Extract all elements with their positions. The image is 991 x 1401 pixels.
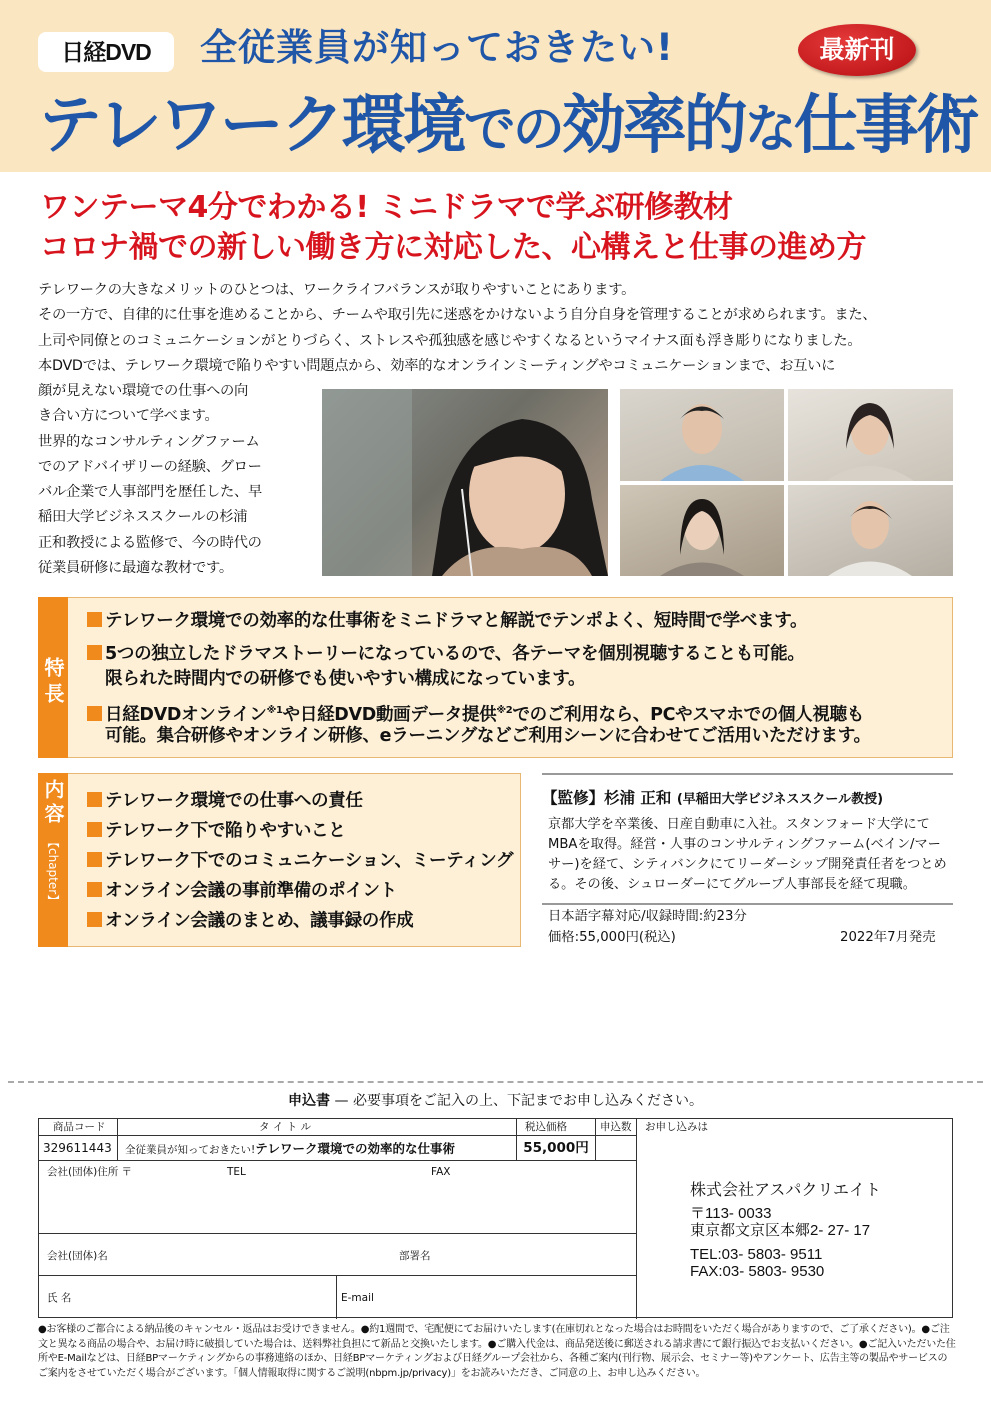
chapter-text: オンライン会議のまとめ、議事録の作成 bbox=[105, 911, 414, 931]
order-form-instruction: — 必要事項をご記入の上、下記までお申し込みください。 bbox=[330, 1093, 703, 1109]
product-title-small: 全従業員が知っておきたい! bbox=[125, 1144, 256, 1156]
product-code: 329611443 bbox=[43, 1141, 112, 1155]
contents-box bbox=[38, 773, 521, 947]
intro-line: でのアドバイザリーの経験、グロー bbox=[38, 458, 262, 475]
address-label: 会社(団体)住所 〒 bbox=[47, 1166, 133, 1178]
photo-woman-with-earphones bbox=[322, 389, 608, 576]
main-title bbox=[38, 86, 977, 170]
new-release-badge: 最新刊 bbox=[798, 24, 916, 76]
features-box bbox=[38, 597, 953, 758]
footnote-mark: ※2 bbox=[496, 705, 513, 716]
video-tile bbox=[788, 389, 953, 481]
vendor-zip: 〒113- 0033 bbox=[690, 1205, 772, 1222]
intro-line: 上司や同僚とのコミュニケーションがとりづらく、ストレスや孤独感を感じやすくなるというマイナス面も浮き彫りになりました。 bbox=[38, 332, 862, 349]
runtime-info: 日本語字幕対応/収録時間:約23分 bbox=[548, 909, 747, 924]
intro-line: 世界的なコンサルティングファーム bbox=[38, 433, 260, 450]
header-subtitle: 全従業員が知っておきたい! bbox=[200, 26, 674, 69]
chapter-item bbox=[87, 908, 413, 934]
price-info: 価格:55,000円(税込) bbox=[548, 930, 676, 945]
intro-line: その一方で、自律的に仕事を進めることから、チームや取引先に迷惑をかけないよう自分自身を管理することが求められます。また、 bbox=[38, 307, 877, 324]
title-part: 効率的 bbox=[561, 89, 745, 163]
divider bbox=[636, 1119, 637, 1319]
chapter-item bbox=[87, 878, 397, 904]
cut-line bbox=[8, 1081, 983, 1083]
quantity-field[interactable] bbox=[596, 1139, 636, 1160]
header-order-to: お申し込みは bbox=[645, 1121, 708, 1133]
orange-square-bullet-icon bbox=[87, 612, 102, 627]
photo-video-call-grid bbox=[620, 389, 953, 576]
orange-square-bullet-icon bbox=[87, 645, 102, 660]
company-label: 会社(団体)名 bbox=[47, 1250, 108, 1262]
orange-square-bullet-icon bbox=[87, 822, 102, 837]
contents-tag-label: 内容 bbox=[41, 779, 65, 827]
feature-text: 可能。集合研修やオンライン研修、eラーニングなどご利用シーンに合わせてご活用いただけます。 bbox=[105, 726, 871, 746]
header-product-code: 商品コード bbox=[53, 1121, 106, 1133]
intro-line: 正和教授による監修で、今の時代の bbox=[38, 534, 262, 551]
intro-line: 従業員研修に最適な教材です。 bbox=[38, 560, 233, 577]
intro-text bbox=[38, 278, 956, 379]
fax-label: FAX bbox=[431, 1166, 451, 1178]
order-form-title bbox=[0, 1090, 991, 1112]
vendor-fax: FAX:03- 5803- 9530 bbox=[690, 1263, 825, 1280]
supervisor-label: 【監修】杉浦 正和 bbox=[542, 789, 672, 807]
department-label: 部署名 bbox=[399, 1250, 431, 1262]
feature-text: や日経DVD動画データ提供 bbox=[282, 705, 497, 725]
supervisor-name bbox=[542, 787, 953, 811]
title-part: 仕事術 bbox=[793, 89, 977, 163]
vendor-address: 東京都文京区本郷2- 27- 17 bbox=[690, 1222, 871, 1239]
intro-text-continued bbox=[38, 379, 308, 581]
product-title-main: テレワーク環境での効率的な仕事術 bbox=[255, 1141, 455, 1156]
chapter-item bbox=[87, 848, 513, 874]
name-label: 氏 名 bbox=[47, 1292, 72, 1304]
address-field[interactable] bbox=[39, 1179, 636, 1233]
divider bbox=[39, 1275, 636, 1276]
feature-text: テレワーク環境での効率的な仕事術をミニドラマと解説でテンポよく、短時間で学べます。 bbox=[105, 611, 808, 631]
orange-square-bullet-icon bbox=[87, 792, 102, 807]
nikkei-dvd-logo: 日経DVD bbox=[38, 32, 174, 72]
divider bbox=[117, 1119, 118, 1160]
feature-item bbox=[87, 641, 805, 667]
product-price: 55,000円 bbox=[523, 1140, 589, 1156]
supervisor-affiliation: (早稲田大学ビジネススクール教授) bbox=[676, 792, 884, 807]
orange-square-bullet-icon bbox=[87, 912, 102, 927]
feature-item bbox=[87, 608, 807, 634]
header-title: タ イ ト ル bbox=[259, 1121, 312, 1133]
title-part: での bbox=[463, 100, 562, 160]
lead-line-2: コロナ禍での新しい働き方に対応した、心構えと仕事の進め方 bbox=[40, 230, 866, 265]
video-tile bbox=[788, 485, 953, 576]
intro-line: 本DVDでは、テレワーク環境で陥りやすい問題点から、効率的なオンラインミーティングやコミュニケーションまで、お互いに bbox=[38, 357, 836, 374]
supervisor-bio: 京都大学を卒業後、日産自動車に入社。スタンフォード大学にてMBAを取得。経営・人事のコンサルティングファーム(ベイン/マーサー)を経て、シティバンクにてリーダーシップ開発責任者をつとめる。その後、シュローダーにてグループ人事部長を経て現職。 bbox=[542, 815, 953, 905]
title-part: テレワーク環境 bbox=[38, 89, 464, 163]
product-title bbox=[125, 1141, 455, 1158]
vendor-tel: TEL:03- 5803- 9511 bbox=[690, 1246, 823, 1263]
header-price: 税込価格 bbox=[525, 1121, 567, 1133]
intro-line: テレワークの大きなメリットのひとつは、ワークライフバランスが取りやすいことにあります。 bbox=[38, 282, 636, 298]
chapter-item bbox=[87, 788, 363, 814]
supervisor-box bbox=[542, 773, 953, 905]
divider bbox=[39, 1160, 636, 1161]
intro-line: バル企業で人事部門を歴任した、早 bbox=[38, 484, 262, 501]
chapter-label: 【chapter】 bbox=[46, 836, 60, 907]
divider bbox=[542, 773, 953, 775]
feature-text: 日経DVDオンライン bbox=[105, 705, 267, 725]
footnote-mark: ※1 bbox=[266, 705, 283, 716]
divider bbox=[39, 1135, 636, 1136]
chapter-text: テレワーク下でのコミュニケーション、ミーティング bbox=[105, 851, 514, 871]
chapter-text: オンライン会議の事前準備のポイント bbox=[105, 881, 397, 901]
divider bbox=[39, 1233, 636, 1234]
lead-line-1: ワンテーマ4分でわかる! ミニドラマで学ぶ研修教材 bbox=[40, 190, 733, 225]
order-notes: ●お客様のご都合による納品後のキャンセル・返品はお受けできません。●約1週間で、宅配便にてお届けいたします(在庫切れとなった場合はお時間をいただく場合がありますので、ご了承ください)。●ご注文と異なる商品の場合や、お届け時に破損していた場合は、送料弊社負担にて新品と交換いたします。●ご購入代金は、商品発送後に郵送される請求書にて銀行振込でお支払いください。●ご記入いただいた住所やE-Mailなどは、日経BPマーケティングからの事務連絡のほか、日経BPマーケティングおよび日経グループ会社から、各種ご案内(刊行物、展示会、セミナー等)やアンケート、広告主等の製品やサービスのご案内をさせていただく場合がございます。「個人情報取得に関するご説明(nbpm.jp/privacy)」をお読みいただき、ご同意の上、お申し込みください。 bbox=[38, 1324, 956, 1379]
header-quantity: 申込数 bbox=[600, 1121, 632, 1133]
orange-square-bullet-icon bbox=[87, 882, 102, 897]
header-banner bbox=[0, 0, 991, 172]
title-part: な bbox=[744, 100, 794, 160]
email-label: E-mail bbox=[341, 1292, 374, 1304]
features-tag: 特長 bbox=[38, 597, 68, 758]
orange-square-bullet-icon bbox=[87, 852, 102, 867]
vendor-name: 株式会社アスパクリエイト bbox=[690, 1182, 882, 1199]
divider bbox=[336, 1275, 337, 1319]
feature-text: 5つの独立したドラマストーリーになっているので、各テーマを個別視聴することも可能。 bbox=[105, 644, 805, 664]
video-tile bbox=[620, 485, 784, 576]
intro-line: 顔が見えない環境での仕事への向 bbox=[38, 383, 248, 399]
order-form-label: 申込書 bbox=[288, 1093, 331, 1109]
intro-line: 稲田大学ビジネススクールの杉浦 bbox=[38, 509, 248, 526]
orange-square-bullet-icon bbox=[87, 706, 102, 721]
order-form bbox=[38, 1118, 953, 1318]
chapter-item bbox=[87, 818, 345, 844]
contents-tag bbox=[38, 773, 68, 947]
video-tile bbox=[620, 389, 784, 481]
chapter-text: テレワーク下で陥りやすいこと bbox=[105, 821, 346, 841]
chapter-text: テレワーク環境での仕事への責任 bbox=[105, 791, 363, 811]
intro-line: き合い方について学べます。 bbox=[38, 408, 219, 425]
feature-text: 限られた時間内での研修でも使いやすい構成になっています。 bbox=[105, 669, 586, 689]
tel-label: TEL bbox=[227, 1166, 246, 1178]
feature-text: でのご利用なら、PCやスマホでの個人視聴も bbox=[512, 705, 864, 725]
release-date: 2022年7月発売 bbox=[840, 930, 936, 945]
